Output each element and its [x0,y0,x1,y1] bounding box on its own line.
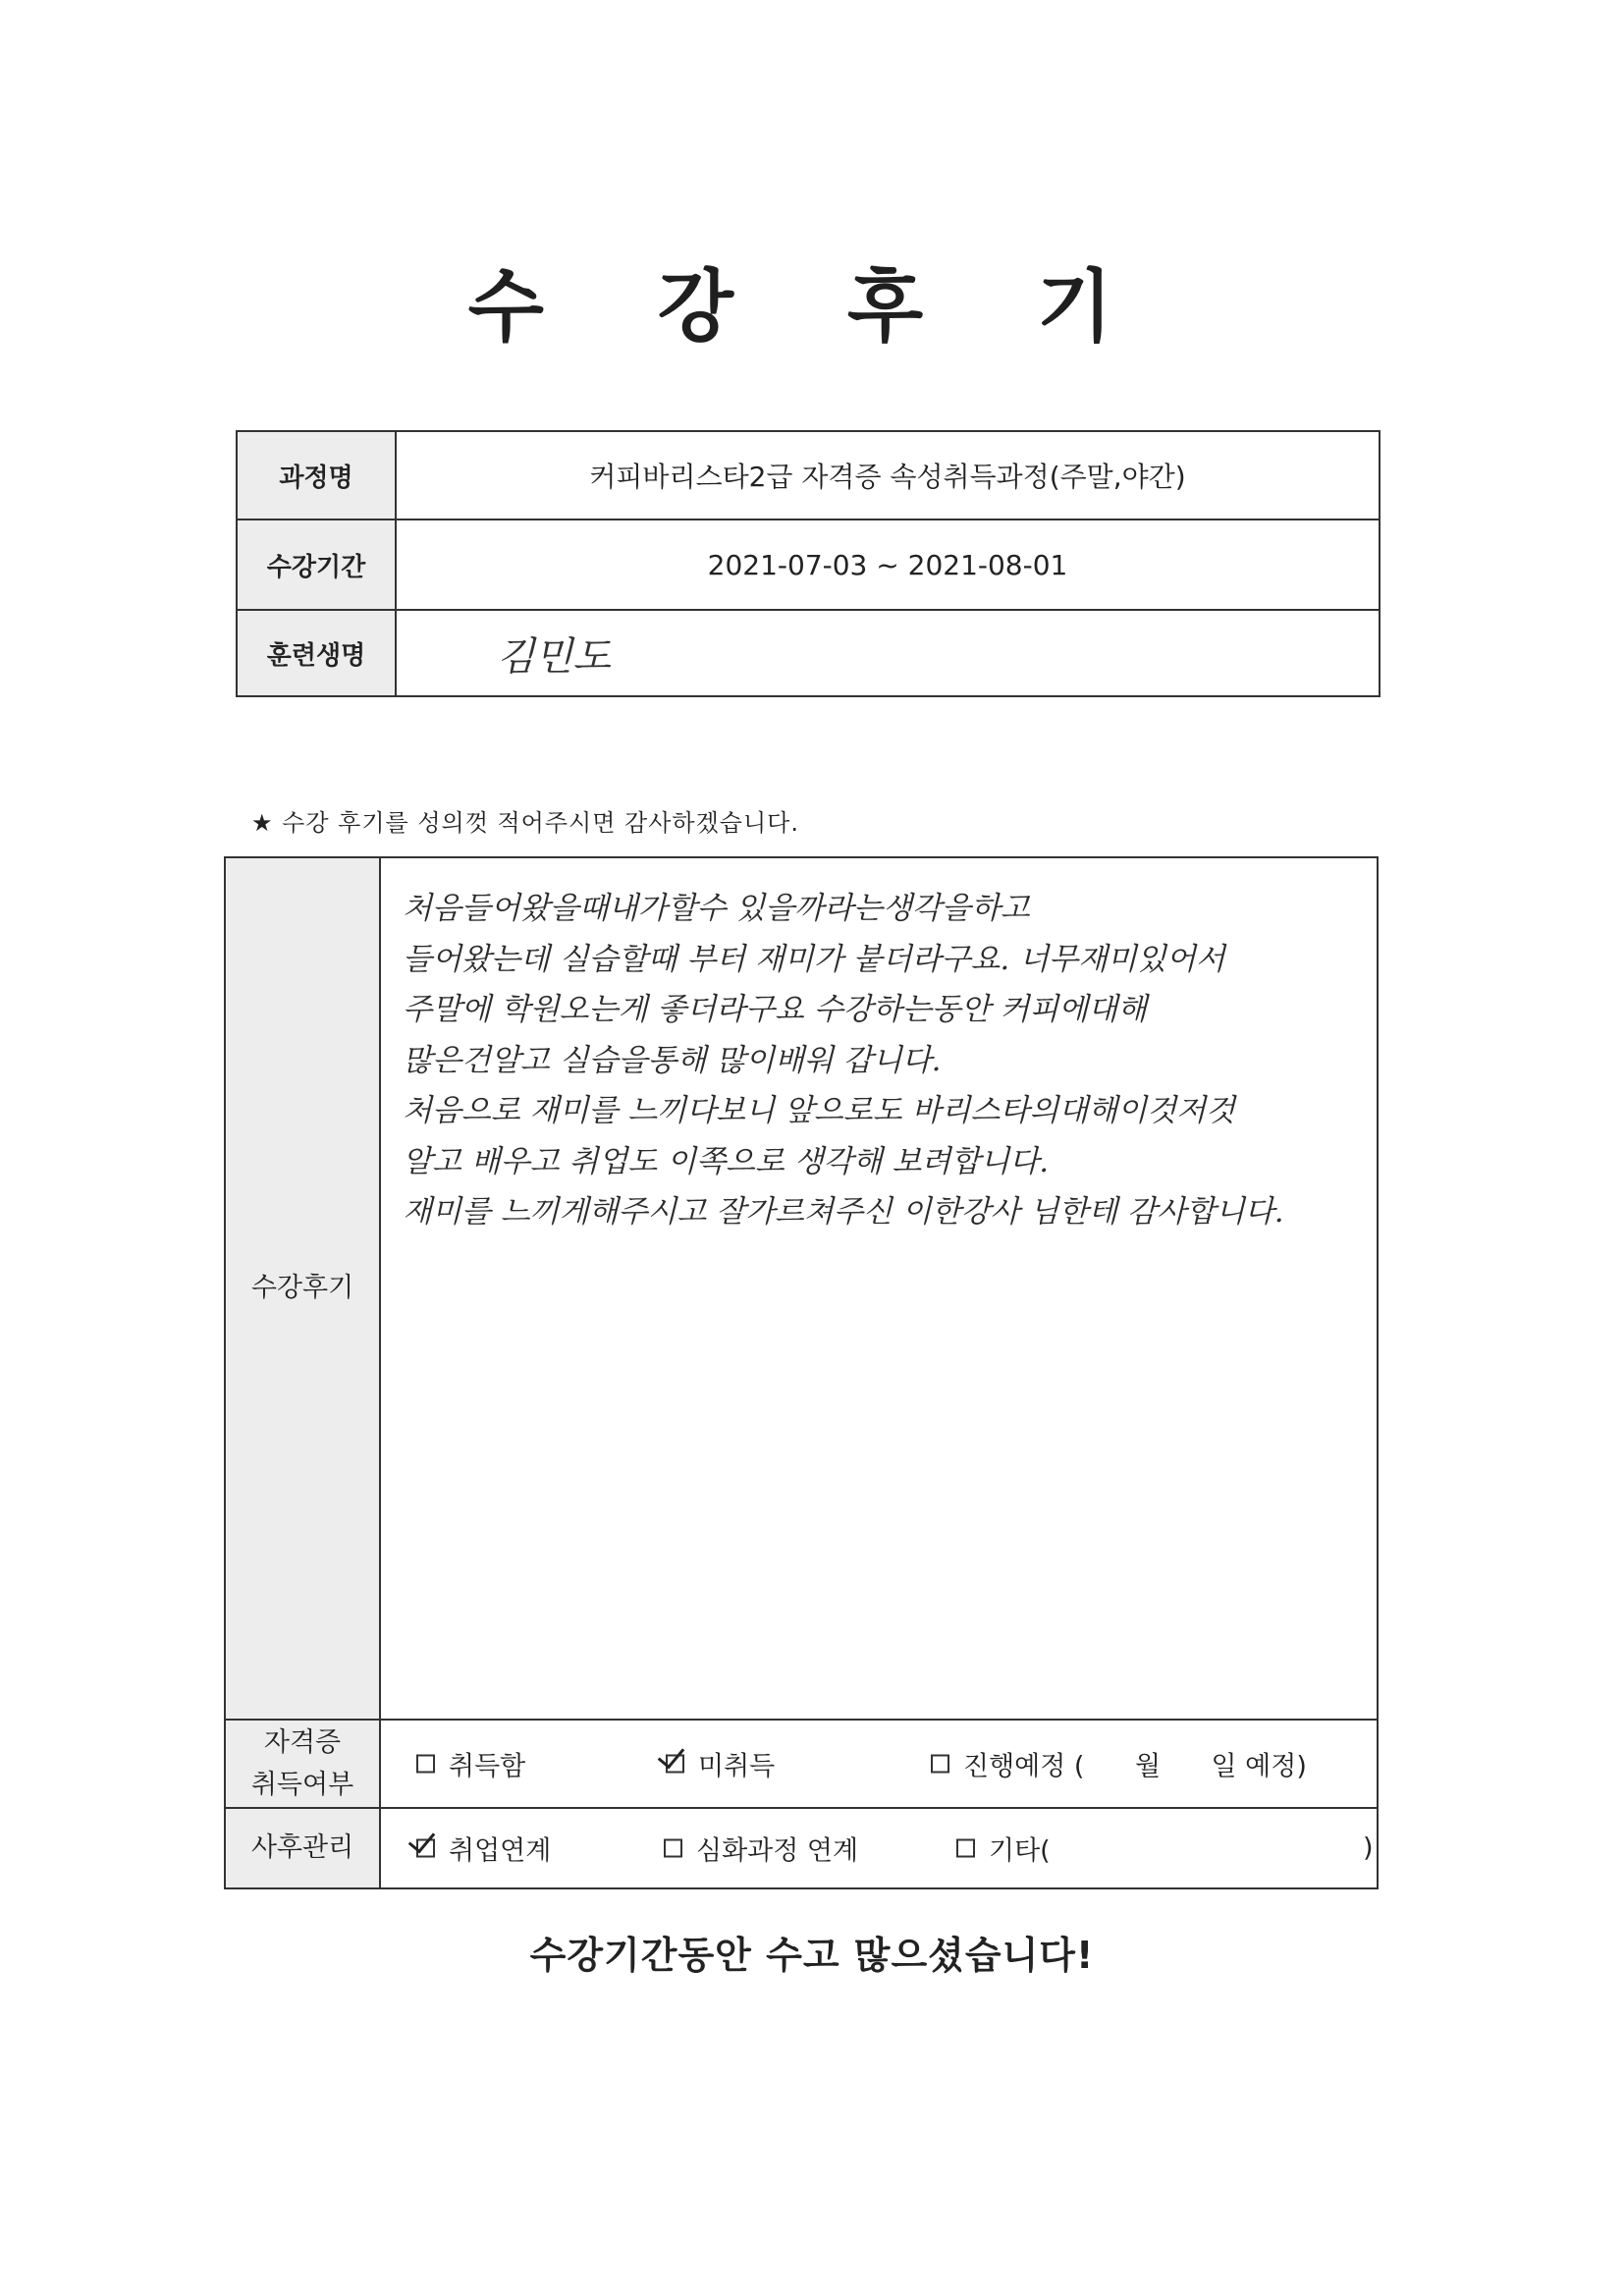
trainee-row [238,611,1379,695]
checkbox-job-link-checked[interactable] [416,1839,435,1858]
trainee-label: 훈련생명 [238,611,397,695]
certification-label-line2: 취득여부 [250,1770,354,1800]
page-title: 수 강 후 기 [467,261,1157,353]
option-not-acquired[interactable] [666,1745,775,1783]
option-acquired-label: 취득함 [449,1751,526,1782]
course-label: 과정명 [238,432,397,519]
checkbox-other[interactable] [956,1839,975,1858]
option-scheduled-label: 진행예정 ( 월 일 예정) [963,1751,1307,1782]
checkbox-not-acquired-checked[interactable] [666,1755,684,1774]
review-table [224,856,1379,1889]
checkbox-acquired[interactable] [416,1755,435,1774]
option-advanced-course[interactable] [664,1830,858,1868]
trainee-name-handwritten: 김민도 [497,633,611,680]
option-other-label: 기타( [989,1835,1051,1867]
course-info-table [236,430,1380,697]
notice-text: ★ 수강 후기를 성의껏 적어주시면 감사하겠습니다. [251,809,799,837]
period-value: 2021-07-03 ~ 2021-08-01 [707,548,1068,581]
aftercare-row [226,1809,1377,1887]
option-job-link-label: 취업연계 [449,1835,552,1867]
option-not-acquired-label: 미취득 [698,1751,776,1782]
review-line: 처음들어왔을때내가할수 있을까라는생각을하고 [403,891,1030,926]
option-other-close-paren: ) [1363,1832,1374,1864]
course-value: 커피바리스타2급 자격증 속성취득과정(주말,야간) [589,461,1186,493]
option-acquired[interactable] [416,1745,525,1783]
period-label: 수강기간 [238,520,397,609]
review-line: 처음으로 재미를 느끼다보니 앞으로도 바리스타의대해이것저것 [403,1093,1235,1128]
option-advanced-course-label: 심화과정 연계 [696,1835,859,1867]
certification-label [226,1721,381,1807]
certification-label-line1: 자격증 [263,1726,342,1758]
review-line: 알고 배우고 취업도 이쪽으로 생각해 보려합니다. [403,1143,1050,1179]
certification-options [381,1721,1377,1807]
period-row [238,520,1379,611]
review-line: 많은건알고 실습을통해 많이배워 갑니다. [403,1042,942,1078]
aftercare-options [381,1809,1377,1887]
option-other[interactable] [956,1830,1051,1868]
checkbox-advanced-course[interactable] [664,1839,682,1858]
aftercare-label: 사후관리 [226,1809,381,1887]
review-label: 수강후기 [226,858,381,1719]
option-job-link[interactable] [416,1830,551,1868]
review-handwritten-text [381,858,1377,1719]
review-line: 재미를 느끼게해주시고 잘가르쳐주신 이한강사 님한테 감사합니다. [403,1194,1284,1230]
review-line: 들어왔는데 실습할때 부터 재미가 붙더라구요. 너무재미있어서 [403,941,1225,977]
checkbox-scheduled[interactable] [931,1755,949,1774]
course-row [238,432,1379,520]
closing-message: 수강기간동안 수고 많으셨습니다! [529,1934,1095,1977]
review-line: 주말에 학원오는게 좋더라구요 수강하는동안 커피에대해 [403,992,1148,1027]
option-scheduled[interactable] [931,1745,1307,1783]
review-row [226,858,1377,1721]
certification-row [226,1721,1377,1809]
